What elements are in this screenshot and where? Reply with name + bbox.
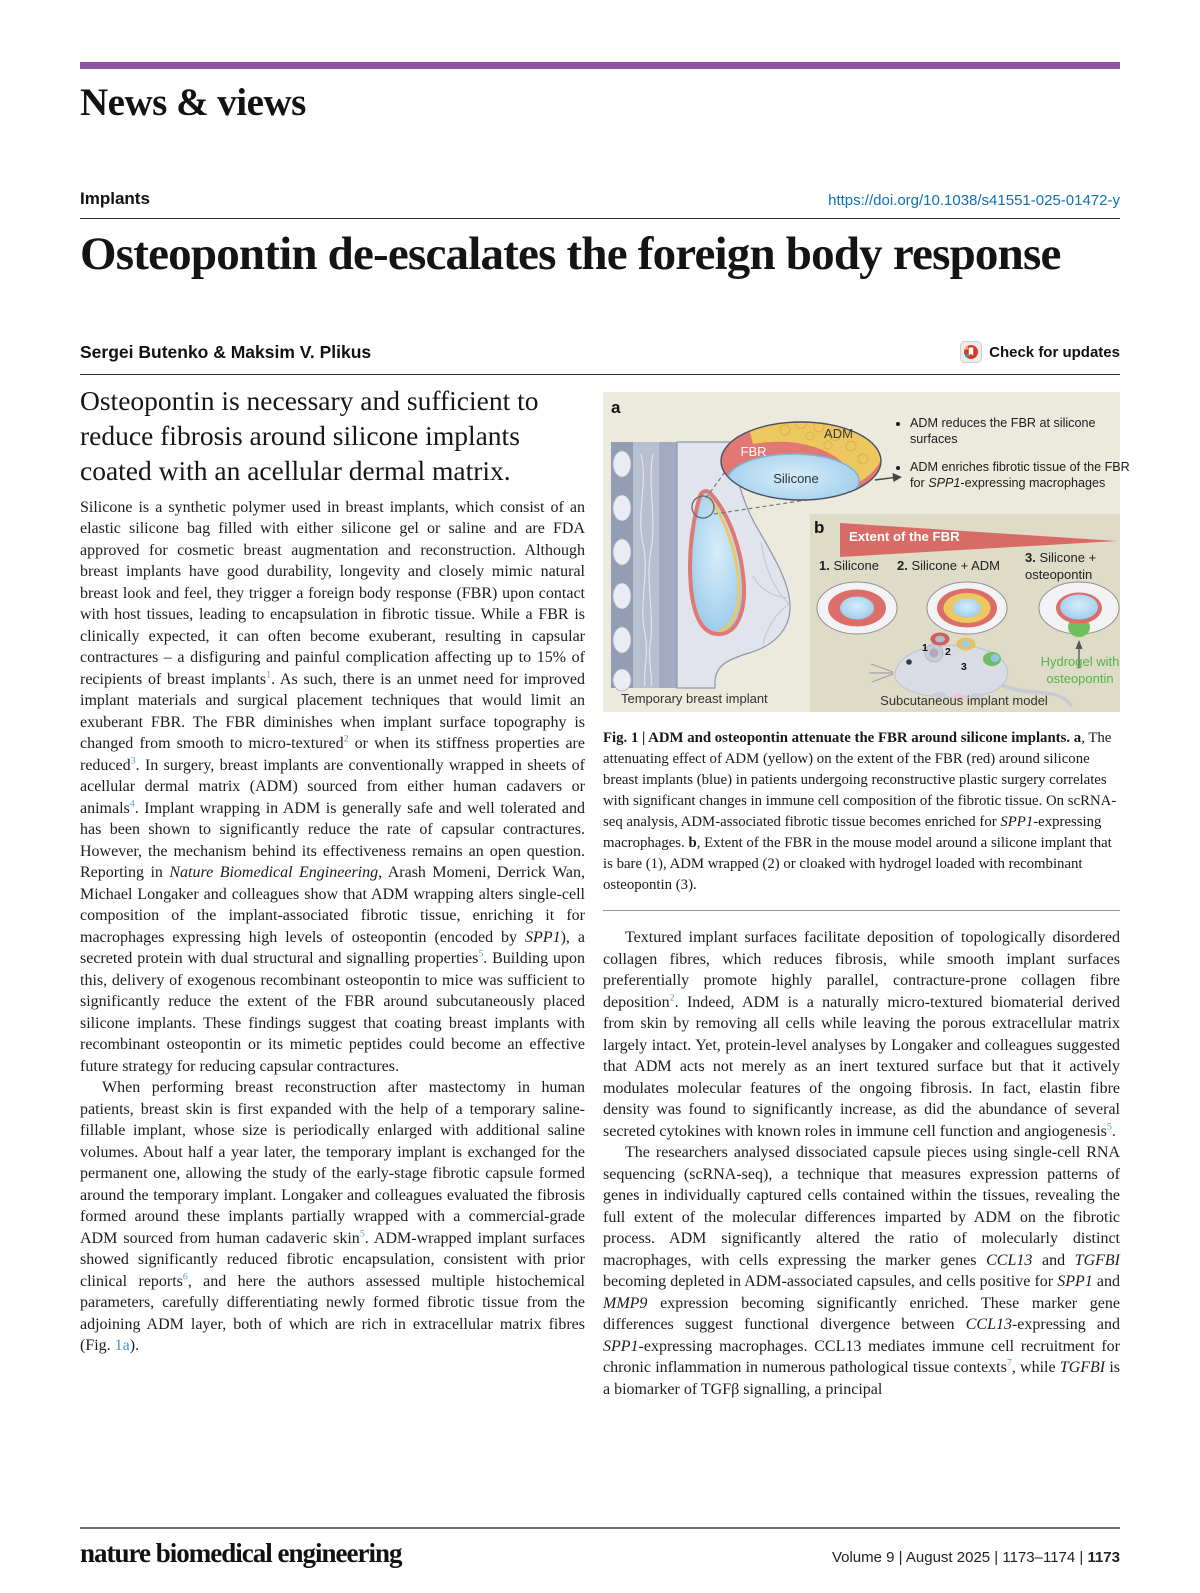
body-paragraph: The researchers analysed dissociated capsule pieces using single-cell RNA sequencing (scRNA-seq), a technique that measures expression patterns of genes in individually captured cells contained within the tissues, revealing the full extent of the molecular differences imparted by ADM on the fibrotic process. ADM significantly altered the ratio of molecularly distinct macrophages, with cells expressing the marker genes CCL13 and TGFBI becoming depleted in ADM-associated capsules, and cells positive for SPP1 and MMP9 expression becoming significantly enriched. These marker gene differences suggest functional divergence between CCL13-expressing and SPP1-expressing macrophages. CCL13 mediates immune cell recruitment for chronic inflammation in numerous pathological tissue contexts$^7$, while TGFBI is a biomarker of TGFβ signalling, a principal <box>603 1144 1121 1398</box>
mouse-eye <box>906 659 912 665</box>
citation-ref[interactable]: 5 <box>359 1228 365 1240</box>
citation-ref[interactable]: 6 <box>182 1271 188 1283</box>
right-column <box>603 384 1130 1400</box>
citation-ref[interactable]: 2 <box>343 733 349 745</box>
check-for-updates-button[interactable] <box>960 341 1120 363</box>
figure-bullet: • ADM enriches fibrotic tissue of the FBR for SPP1-expressing macrophages <box>910 460 1130 492</box>
condition-label-2 <box>897 558 1000 575</box>
body-paragraph: Silicone is a synthetic polymer used in breast implants, which consist of an elastic silicone bag filled with either silicone gel or saline and are FDA approved for cosmetic breast augmentation and reconstruction. Although breast implants have good durability, longevity and closely mimic natural breast look and feel, they trigger a foreign body response (FBR) upon contact with host tissues, leading to encapsulation in fibrotic tissue. While a FBR is clinically expected, it can often become exuberant, resulting in capsular contractures – a disfiguring and painful complication affecting up to 15% of recipients of breast implants$^1$. As such, there is an unmet need for improved implant materials and surgical placement techniques that would limit an exuberant FBR. The FBR diminishes when implant surface topography is changed from smooth to micro-textured$^2$ or when its stiffness properties are reduced$^3$. In surgery, breast implants are conventionally wrapped in sheets of acellular dermal matrix (ADM) sourced from either human cadavers or animals$^4$. Implant wrapping in ADM is generally safe and well tolerated and has been shown to significantly reduce the rate of capsular contractures. However, the mechanism behind its effectiveness remains an open question. Reporting in Nature Biomedical Engineering, Arash Momeni, Derrick Wan, Michael Longaker and colleagues show that ADM wrapping alters single-cell composition of the implant-associated fibrotic tissue, enriching it for macrophages expressing high levels of osteopontin (encoded by SPP1), a secreted protein with dual structural and signalling properties$^5$. Building upon this, delivery of exogenous recombinant osteopontin to mice was sufficient to significantly reduce the extent of the FBR around subcutaneously placed silicone implants. These findings suggest that coating breast implants with recombinant osteopontin or its mimetic peptides could become an effective future strategy for reducing capsular contractures. <box>80 498 586 1075</box>
article-columns <box>80 384 1130 1400</box>
citation-ref[interactable]: 4 <box>129 798 135 810</box>
implant-diagram-silicone <box>817 582 897 634</box>
page-footer <box>80 1527 1120 1569</box>
fbr-extent-banner-label: Extent of the FBR <box>849 529 960 545</box>
panel-a-label: a <box>611 398 621 418</box>
caption-divider <box>603 910 1120 911</box>
figure-caption: Fig. 1 | ADM and osteopontin attenuate the FBR around silicone implants. a, The attenuating effect of ADM (yellow) on the extent of the FBR (red) around silicone breast implants (blue) in patients undergoing reconstructive plastic surgery correlates with significant changes in immune cell composition of the fibrotic tissue. On scRNA-seq analysis, ADM-associated fibrotic tissue becomes enriched for SPP1-expressing macrophages. b, Extent of the FBR in the mouse model around a silicone implant that is bare (1), ADM wrapped (2) or cloaked with hydrogel loaded with recombinant osteopontin (3). <box>603 730 1117 894</box>
issue-text: Volume 9 | August 2025 | 1173–1174 | <box>831 1549 1088 1566</box>
authors: Sergei Butenko & Maksim V. Plikus <box>80 341 372 362</box>
caption-temporary-breast-implant: Temporary breast implant <box>621 691 768 707</box>
body-paragraph: Textured implant surfaces facilitate deposition of topologically disordered collagen fibres, which reduces fibrosis, while smooth implant surfaces preferentially promote highly parallel, contracture-prone collagen fibre deposition$^2$. Indeed, ADM is a naturally micro-textured biomaterial derived from skin by removing all cells while leaving the porous extracellular matrix largely intact. Yet, protein-level analyses by Longaker and colleagues suggested that ADM acts not merely as an inert textured surface but that it actively modulates molecular features of the ongoing fibrosis. In fact, elastin fibre density was found to significantly increase, as did the abundance of several secreted cytokines with known roles in immune cell function and angiogenesis$^5$. <box>603 929 1120 1140</box>
page-number: 1173 <box>1087 1549 1120 1566</box>
condition-label-3 <box>1025 550 1125 584</box>
implant-diagram-silicone-adm <box>927 582 1007 634</box>
fbr-label: FBR <box>740 444 767 460</box>
mouse-implant-number-1: 1 <box>922 642 928 655</box>
right-body <box>603 927 1120 1400</box>
silicone-label: Silicone <box>773 471 819 487</box>
figure-link[interactable]: 1a <box>114 1337 130 1355</box>
doi-link[interactable]: https://doi.org/10.1038/s41551-025-01472-y <box>828 192 1120 209</box>
byline-row <box>80 341 1120 363</box>
byline-rule <box>80 374 1120 375</box>
category-label: Implants <box>80 189 150 208</box>
body-paragraph: When performing breast reconstruction after mastectomy in human patients, breast skin is first expanded with the help of a temporary saline-fillable implant, whose size is periodically enlarged with additional saline volumes. About half a year later, the temporary implant is exchanged for the permanent one, allowing the study of the early-stage fibrotic capsule formed around the temporary implant. Longaker and colleagues evaluated the fibrosis formed around these implants partially wrapped with a commercial-grade ADM sourced from human cadaveric skin$^5$. ADM-wrapped implant surfaces showed significantly reduced fibrotic encapsulation, consistent with prior clinical reports$^6$, and here the authors assessed multiple histochemical parameters, carefully differentiating newly formed fibrotic tissue from the adjoining ADM layer, both of which are rich in extracellular matrix fibres (Fig. 1a). <box>80 1079 585 1355</box>
issue-info <box>832 1549 1120 1566</box>
condition-number: 3. <box>1025 550 1036 566</box>
mouse-implant-number-3: 3 <box>961 661 967 674</box>
figure-bullet-list <box>897 416 1130 504</box>
figure-1 <box>603 392 1130 712</box>
panel-b-label: b <box>814 518 825 538</box>
condition-text: Silicone <box>829 558 879 574</box>
condition-number: 1. <box>819 558 830 574</box>
masthead-accent-bar <box>80 62 1120 69</box>
citation-ref[interactable]: 1 <box>266 669 272 681</box>
condition-text: Silicone + osteopontin <box>1025 550 1097 582</box>
figure-bullet: • ADM reduces the FBR at silicone surfaces <box>910 416 1130 448</box>
condition-number: 2. <box>897 558 908 574</box>
header-rule <box>80 218 1120 219</box>
section-title: News & views <box>80 81 306 124</box>
footer-rule <box>80 1527 1120 1529</box>
caption-subcutaneous-implant-model: Subcutaneous implant model <box>880 693 1048 709</box>
condition-text: Silicone + ADM <box>907 558 1000 574</box>
citation-ref[interactable]: 3 <box>130 755 136 767</box>
page-title: Osteopontin de-escalates the foreign body response <box>80 228 1061 280</box>
article-meta-row <box>80 189 1120 209</box>
check-for-updates-label: Check for updates <box>989 343 1120 361</box>
hydrogel-label: Hydrogel with osteopontin <box>1040 654 1120 686</box>
citation-ref[interactable]: 2 <box>669 992 675 1004</box>
left-column <box>80 384 585 1400</box>
condition-label-1 <box>819 558 879 575</box>
citation-ref[interactable]: 5 <box>478 948 484 960</box>
adm-label: ADM <box>824 426 853 442</box>
citation-ref[interactable]: 7 <box>1006 1357 1012 1369</box>
citation-ref[interactable]: 5 <box>1106 1121 1112 1133</box>
crossmark-icon <box>960 341 982 363</box>
journal-logo: nature biomedical engineering <box>80 1538 402 1568</box>
standfirst: Osteopontin is necessary and sufficient to reduce fibrosis around silicone implants coated with an acellular dermal matrix. <box>80 385 539 486</box>
mouse-implant-number-2: 2 <box>945 646 951 659</box>
